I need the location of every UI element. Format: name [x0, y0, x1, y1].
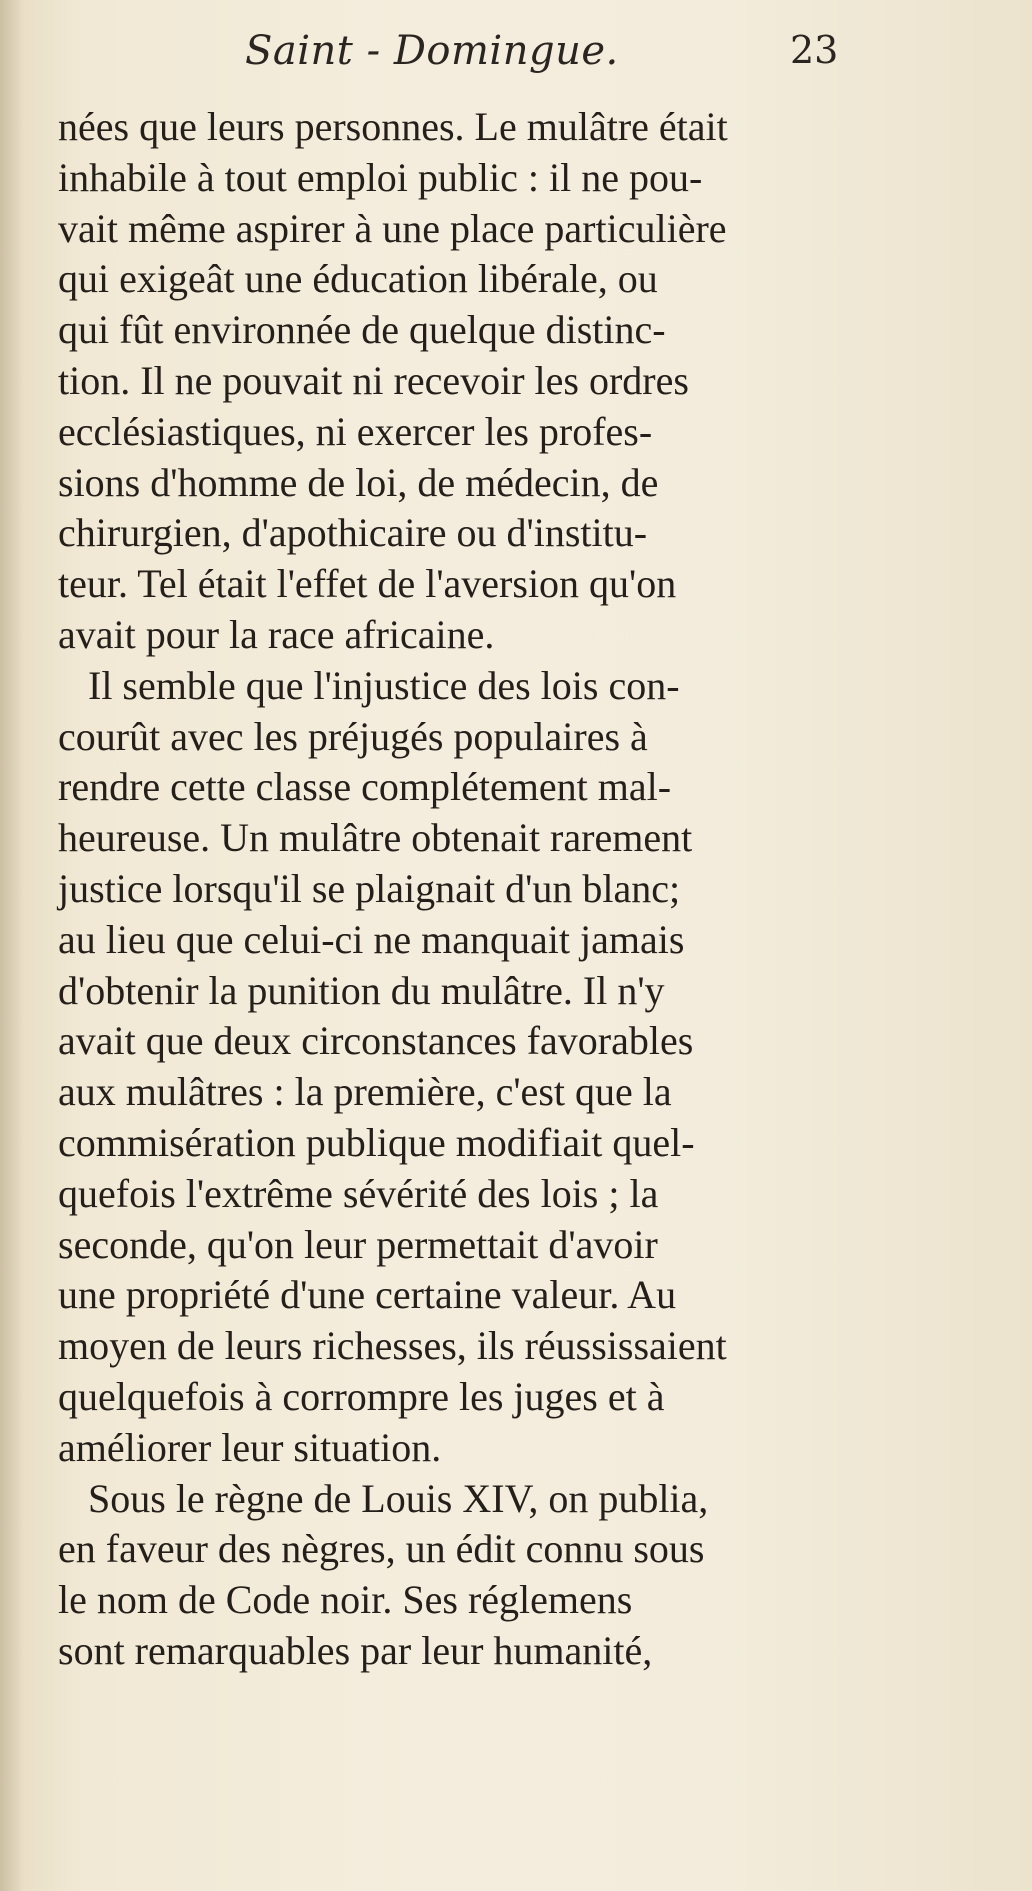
- text-line: rendre cette classe complétement mal-: [58, 764, 672, 810]
- text-line: aux mulâtres : la première, c'est que la: [58, 1069, 672, 1115]
- gutter-shadow: [0, 0, 24, 1891]
- text-line: moyen de leurs richesses, ils réussissaient: [58, 1323, 727, 1369]
- text-line: quelquefois à corrompre les juges et à: [58, 1373, 665, 1419]
- text-line: une propriété d'une certaine valeur. Au: [58, 1272, 677, 1318]
- text-line: sont remarquables par leur humanité,: [58, 1627, 653, 1673]
- running-head: [0, 28, 1032, 88]
- text-line: seconde, qu'on leur permettait d'avoir: [58, 1221, 658, 1267]
- text-line: au lieu que celui-ci ne manquait jamais: [58, 916, 685, 962]
- text-line: vait même aspirer à une place particulière: [58, 205, 727, 251]
- body-text: [58, 102, 858, 1677]
- text-line: avait que deux circonstances favorables: [58, 1018, 694, 1064]
- text-line: avait pour la race africaine.: [58, 611, 495, 657]
- text-line: nées que leurs personnes. Le mulâtre était: [58, 104, 728, 149]
- paragraph-start-line: Sous le règne de Louis XIV, on publia,: [88, 1475, 709, 1521]
- text-line: commisération publique modifiait quel-: [58, 1119, 695, 1165]
- text-line: chirurgien, d'apothicaire ou d'institu-: [58, 510, 648, 556]
- text-line: inhabile à tout emploi public : il ne pou-: [58, 154, 703, 200]
- text-line: qui fût environnée de quelque distinc-: [58, 307, 666, 353]
- text-line: le nom de Code noir. Ses réglemens: [58, 1577, 633, 1623]
- text-line: qui exigeât une éducation libérale, ou: [58, 256, 658, 302]
- text-line: d'obtenir la punition du mulâtre. Il n'y: [58, 967, 665, 1013]
- page-number: 23: [790, 28, 839, 72]
- text-line: tion. Il ne pouvait ni recevoir les ordres: [58, 357, 689, 403]
- text-line: heureuse. Un mulâtre obtenait rarement: [58, 815, 693, 861]
- text-line: teur. Tel était l'effet de l'aversion qu'on: [58, 561, 677, 607]
- text-line: améliorer leur situation.: [58, 1424, 442, 1470]
- text-line: justice lorsqu'il se plaignait d'un blanc;: [58, 865, 681, 911]
- text-line: en faveur des nègres, un édit connu sous: [58, 1526, 705, 1572]
- text-line: courût avec les préjugés populaires à: [58, 713, 648, 759]
- running-title: Saint - Domingue.: [245, 28, 619, 74]
- text-line: quefois l'extrême sévérité des lois ; la: [58, 1170, 659, 1216]
- text-line: ecclésiastiques, ni exercer les profes-: [58, 408, 653, 454]
- paragraph-start-line: Il semble que l'injustice des lois con-: [88, 662, 680, 708]
- text-line: sions d'homme de loi, de médecin, de: [58, 459, 659, 505]
